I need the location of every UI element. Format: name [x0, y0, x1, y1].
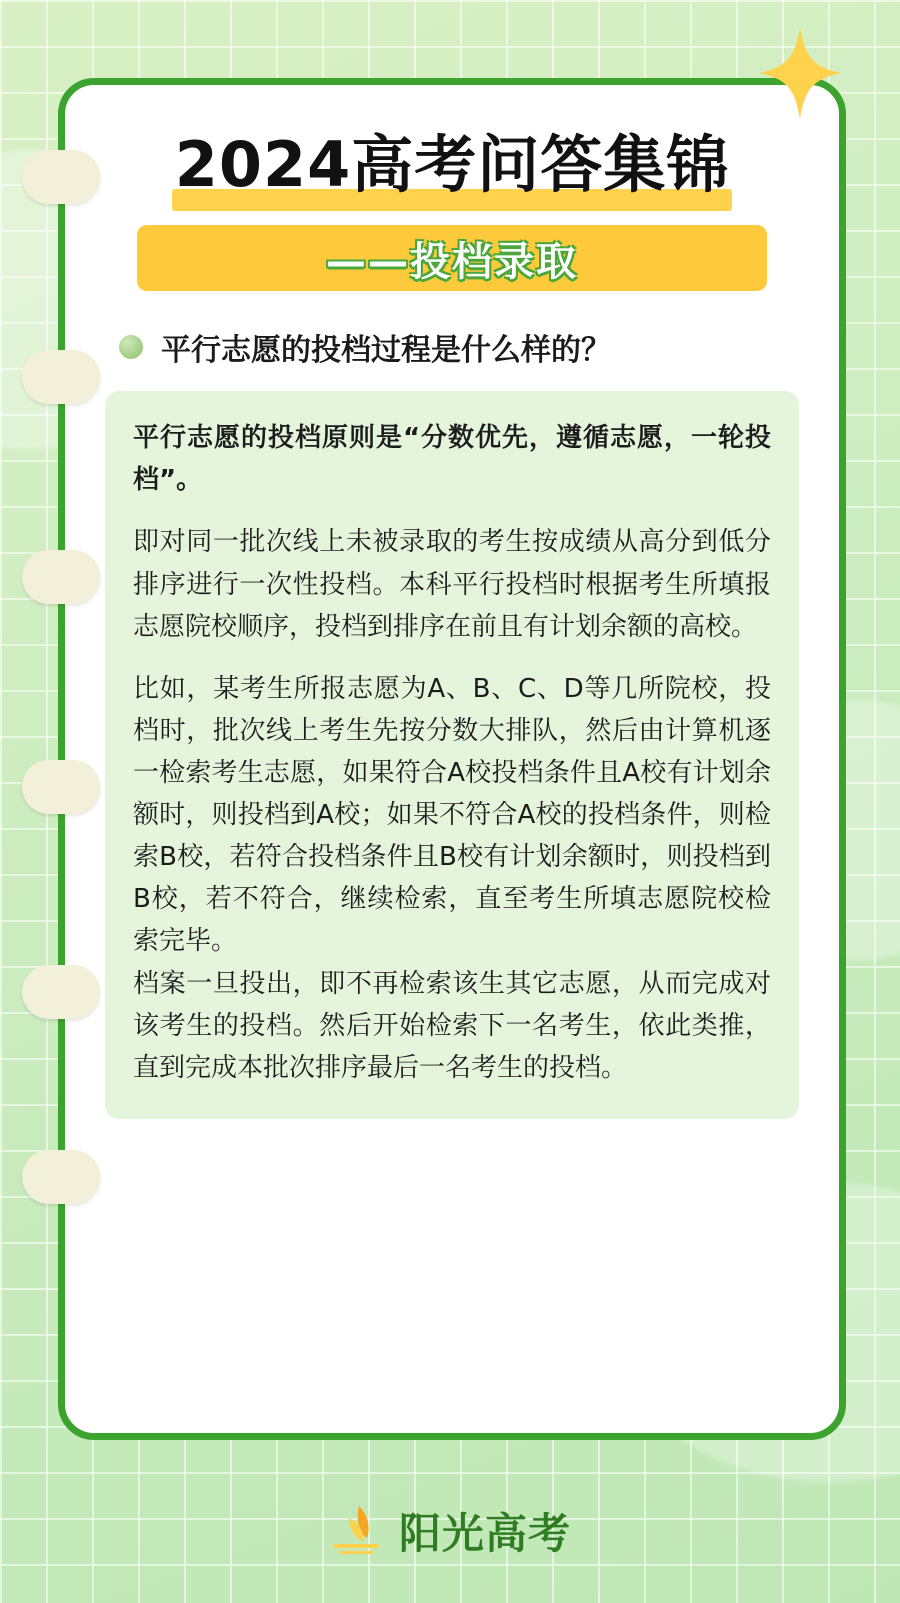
footer-logo-text: 阳光高考	[398, 1509, 571, 1558]
subtitle-text: ——投档录取	[326, 238, 578, 285]
answer-paragraph: 比如，某考生所报志愿为A、B、C、D等几所院校，投档时，批次线上考生先按分数大排队，然后由计算机逐一检索考生志愿，如果符合A校投档条件且A校有计划余额时，则投档到A校；如果不符合A校的投档条件，则检索B校，若符合投档条件且B校有计划余额时，则投档到B校，若不符合，继续检索，直至考生所填志愿院校检索完毕。	[133, 673, 771, 957]
subtitle-banner	[137, 225, 767, 291]
answer-paragraph: 档案一旦投出，即不再检索该生其它志愿，从而完成对该考生的投档。然后开始检索下一名考生，依此类推，直到完成本批次排序最后一名考生的投档。	[133, 968, 771, 1083]
binder-tab	[22, 150, 100, 204]
circle-bullet-icon	[119, 335, 143, 359]
content-card	[58, 78, 846, 1440]
answer-panel	[105, 391, 799, 1119]
footer-logo	[0, 1501, 900, 1561]
binder-tab	[22, 350, 100, 404]
title-block	[105, 128, 799, 201]
sunrise-logo-icon	[329, 1504, 387, 1559]
binder-tab	[22, 550, 100, 604]
question-row	[119, 325, 799, 369]
binder-tab	[22, 760, 100, 814]
answer-paragraph: 平行志愿的投档原则是“分数优先，遵循志愿，一轮投档”。	[133, 423, 771, 496]
page-title: 2024高考问答集锦	[174, 128, 730, 201]
question-text: 平行志愿的投档过程是什么样的？	[161, 333, 611, 369]
answer-paragraph: 即对同一批次线上未被录取的考生按成绩从高分到低分排序进行一次性投档。本科平行投档时根据考生所填报志愿院校顺序，投档到排序在前且有计划余额的高校。	[133, 527, 771, 642]
binder-tab	[22, 1150, 100, 1204]
binder-tab	[22, 965, 100, 1019]
